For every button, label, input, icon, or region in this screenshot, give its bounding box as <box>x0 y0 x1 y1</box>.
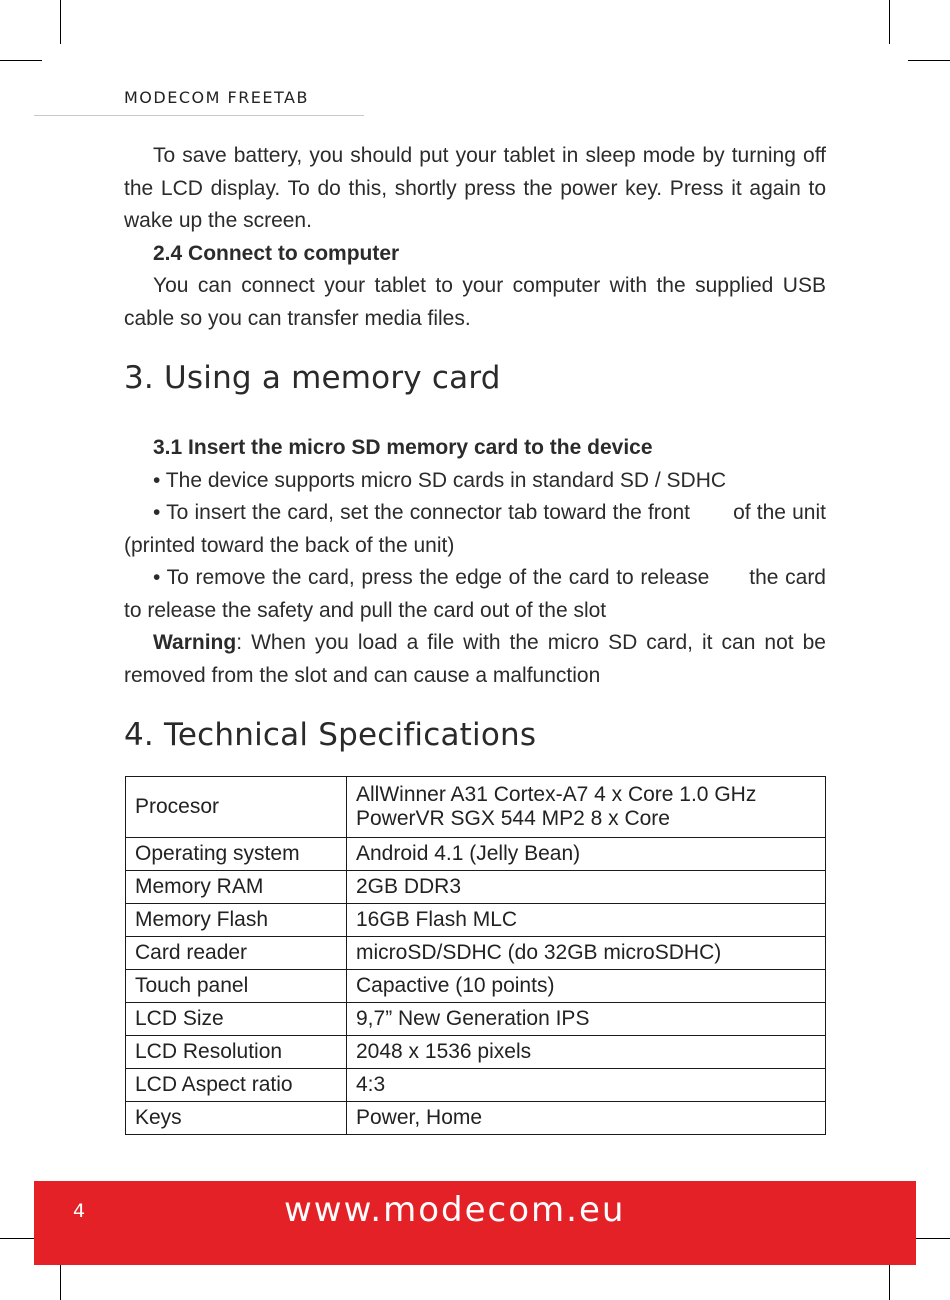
page-number: 4 <box>73 1200 86 1222</box>
spec-label: Touch panel <box>126 970 347 1003</box>
table-row <box>126 838 826 871</box>
spec-label: Procesor <box>126 777 347 838</box>
spec-value: 2048 x 1536 pixels <box>347 1036 826 1069</box>
memory-card-block <box>124 432 832 692</box>
table-row <box>126 1069 826 1102</box>
spec-value: microSD/SDHC (do 32GB microSDHC) <box>347 937 826 970</box>
bullet-item: • To insert the card, set the connector tab toward the front of the unit (printed toward the back of the unit) <box>124 501 832 557</box>
spec-value: Capactive (10 points) <box>347 970 826 1003</box>
spec-label: Keys <box>126 1102 347 1135</box>
spec-label: Operating system <box>126 838 347 871</box>
spec-value-line: AllWinner A31 Cortex-A7 4 x Core 1.0 GHz <box>356 783 757 806</box>
spec-value <box>347 777 826 838</box>
section-title: 3. Using a memory card <box>124 360 501 396</box>
header-rule <box>34 115 364 116</box>
spec-value: 16GB Flash MLC <box>347 904 826 937</box>
table-row <box>126 1102 826 1135</box>
table-row <box>126 871 826 904</box>
table-row <box>126 1036 826 1069</box>
table-row <box>126 1003 826 1036</box>
table-row <box>126 970 826 1003</box>
intro-block <box>124 140 826 335</box>
spec-value-line: PowerVR SGX 544 MP2 8 x Core <box>356 807 670 830</box>
table-row <box>126 937 826 970</box>
spec-value: Android 4.1 (Jelly Bean) <box>347 838 826 871</box>
sleep-mode-paragraph: To save battery, you should put your tablet in sleep mode by turning off the LCD display. To do this, shortly press the power key. Press it again to wake up the screen. <box>124 144 826 232</box>
section-title: 4. Technical Specifications <box>124 717 537 753</box>
spec-label: LCD Resolution <box>126 1036 347 1069</box>
spec-value: 2GB DDR3 <box>347 871 826 904</box>
warning-text: : When you load a file with the micro SD card, it can not be removed from the slot and can cause a malfunction <box>124 631 826 687</box>
warning-paragraph <box>124 627 826 692</box>
spec-value: 4:3 <box>347 1069 826 1102</box>
subsection-heading: 3.1 Insert the micro SD memory card to the device <box>153 436 653 459</box>
crop-mark <box>60 0 61 44</box>
spec-label: Memory RAM <box>126 871 347 904</box>
running-header: MODECOM FREETAB <box>124 88 309 107</box>
spec-label: LCD Size <box>126 1003 347 1036</box>
spec-label: LCD Aspect ratio <box>126 1069 347 1102</box>
crop-mark <box>908 60 950 61</box>
specifications-table <box>125 776 826 1135</box>
warning-label: Warning <box>153 631 237 654</box>
crop-mark <box>889 0 890 44</box>
crop-mark <box>0 60 42 61</box>
spec-label: Memory Flash <box>126 904 347 937</box>
spec-value: Power, Home <box>347 1102 826 1135</box>
spec-value: 9,7” New Generation IPS <box>347 1003 826 1036</box>
footer-website-url: www.modecom.eu <box>284 1190 626 1230</box>
table-row <box>126 777 826 838</box>
bullet-item: • The device supports micro SD cards in standard SD / SDHC <box>153 468 727 492</box>
table-row <box>126 904 826 937</box>
spec-label: Card reader <box>126 937 347 970</box>
subsection-heading: 2.4 Connect to computer <box>153 241 400 265</box>
connect-paragraph: You can connect your tablet to your computer with the supplied USB cable so you can transfer media files. <box>124 274 826 330</box>
bullet-item: • To remove the card, press the edge of the card to release the card to release the safety and pull the card out of the slot <box>124 566 832 622</box>
